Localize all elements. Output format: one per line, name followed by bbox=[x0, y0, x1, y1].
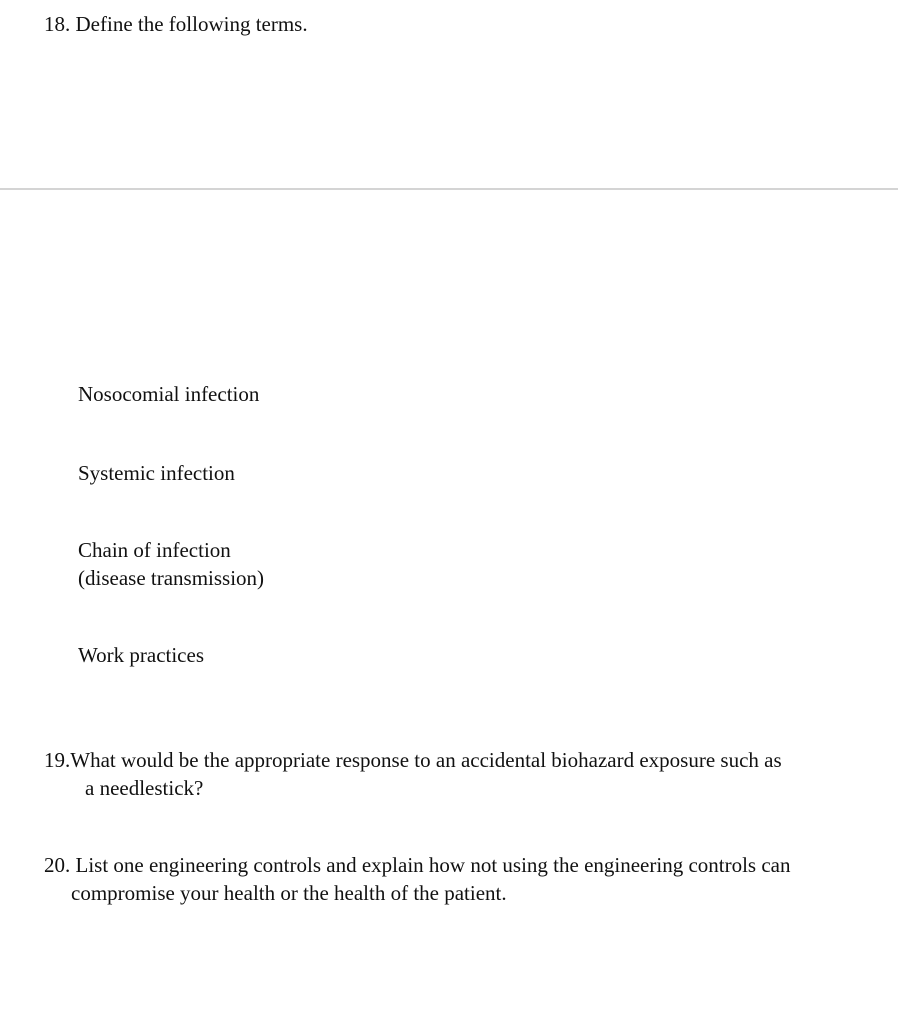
question-18-prompt: 18. Define the following terms. bbox=[44, 12, 308, 36]
term-nosocomial-infection: Nosocomial infection bbox=[78, 382, 260, 406]
question-19-line-2: a needlestick? bbox=[85, 776, 204, 800]
question-20-line-1: 20. List one engineering controls and explain how not using the engineering controls can bbox=[44, 853, 791, 877]
term-chain-of-infection-subtitle: (disease transmission) bbox=[78, 566, 265, 590]
term-systemic-infection: Systemic infection bbox=[78, 461, 235, 485]
question-20-line-2: compromise your health or the health of the patient. bbox=[71, 881, 507, 905]
term-chain-of-infection: Chain of infection bbox=[78, 538, 231, 562]
term-work-practices: Work practices bbox=[78, 643, 204, 667]
section-divider bbox=[0, 188, 898, 190]
question-19-line-1: 19.What would be the appropriate response to an accidental biohazard exposure such as bbox=[44, 748, 782, 772]
